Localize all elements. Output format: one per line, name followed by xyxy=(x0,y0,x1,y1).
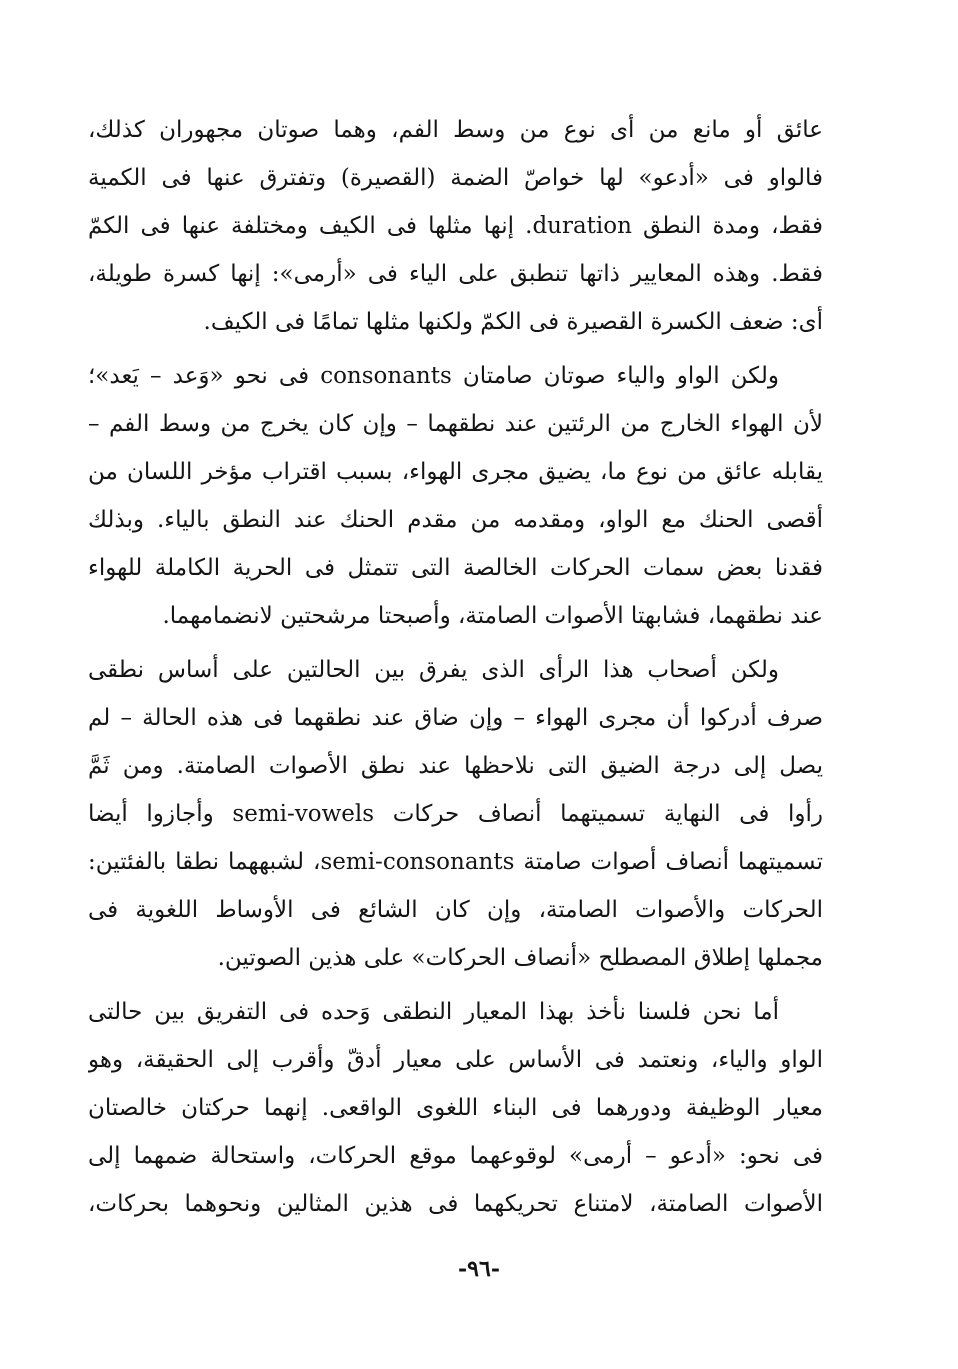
text-line: فالواو فى «أدعو» لها خواصّ الضمة (القصيرة) وتفترق عنها فى الكمية xyxy=(88,165,823,191)
text-line: الأصوات الصامتة، لامتناع تحريكهما فى هذين المثالين ونحوهما بحركات، xyxy=(88,1191,823,1217)
text-line: ولكن أصحاب هذا الرأى الذى يفرق بين الحالتين على أساس نطقى xyxy=(88,657,779,683)
paragraph-1 xyxy=(88,106,823,346)
text-line: يصل إلى درجة الضيق التى نلاحظها عند نطق الأصوات الصامتة. ومن ثَمَّ xyxy=(88,753,823,779)
text-line: ولكن الواو والياء صوتان صامتان consonants فى نحو «وَعد – يَعد»؛ xyxy=(88,363,779,389)
text-line: الواو والياء، ونعتمد فى الأساس على معيار أدقّ وأقرب إلى الحقيقة، وهو xyxy=(88,1047,823,1073)
text-line: أما نحن فلسنا نأخذ بهذا المعيار النطقى وَحده فى التفريق بين حالتى xyxy=(88,999,779,1025)
text-line: رأوا فى النهاية تسميتهما أنصاف حركات semi-vowels وأجازوا أيضا xyxy=(88,801,823,827)
text-line: تسميتهما أنصاف أصوات صامتة semi-consonants، لشبههما نطقا بالفئتين: xyxy=(88,849,823,875)
text-body xyxy=(88,106,823,1228)
paragraph-3 xyxy=(88,646,823,982)
text-line: يقابله عائق من نوع ما، يضيق مجرى الهواء، بسبب اقتراب مؤخر اللسان من xyxy=(88,459,823,485)
text-line: فقط. وهذه المعايير ذاتها تنطبق على الياء فى «أرمى»: إنها كسرة طويلة، xyxy=(88,261,823,287)
text-line: لأن الهواء الخارج من الرئتين عند نطقهما – وإن كان يخرج من وسط الفم – xyxy=(88,411,823,437)
paragraph-4 xyxy=(88,988,823,1228)
text-line: أقصى الحنك مع الواو، ومقدمه من مقدم الحنك عند النطق بالياء. وبذلك xyxy=(88,507,823,533)
text-line: الحركات والأصوات الصامتة، وإن كان الشائع فى الأوساط اللغوية فى xyxy=(88,897,823,923)
page-number: -٩٦- xyxy=(458,1256,500,1282)
paragraph-2 xyxy=(88,352,823,640)
text-line: مجملها إطلاق المصطلح «أنصاف الحركات» على هذين الصوتين. xyxy=(217,945,823,971)
text-line: عند نطقهما، فشابهتا الأصوات الصامتة، وأصبحتا مرشحتين لانضمامهما. xyxy=(162,603,823,629)
text-line: فى نحو: «أدعو – أرمى» لوقوعهما موقع الحركات، واستحالة ضمهما إلى xyxy=(88,1143,823,1169)
text-line: معيار الوظيفة ودورهما فى البناء اللغوى الواقعى. إنهما حركتان خالصتان xyxy=(88,1095,823,1121)
text-line: أى: ضعف الكسرة القصيرة فى الكمّ ولكنها مثلها تمامًا فى الكيف. xyxy=(203,309,823,335)
text-line: فقدنا بعض سمات الحركات الخالصة التى تتمثل فى الحرية الكاملة للهواء xyxy=(88,555,823,581)
text-line: عائق أو مانع من أى نوع من وسط الفم، وهما صوتان مجهوران كذلك، xyxy=(88,117,823,143)
text-line: صرف أدركوا أن مجرى الهواء – وإن ضاق عند نطقهما فى هذه الحالة – لم xyxy=(88,705,823,731)
text-line: فقط، ومدة النطق duration. إنها مثلها فى الكيف ومختلفة عنها فى الكمّ xyxy=(88,213,823,239)
